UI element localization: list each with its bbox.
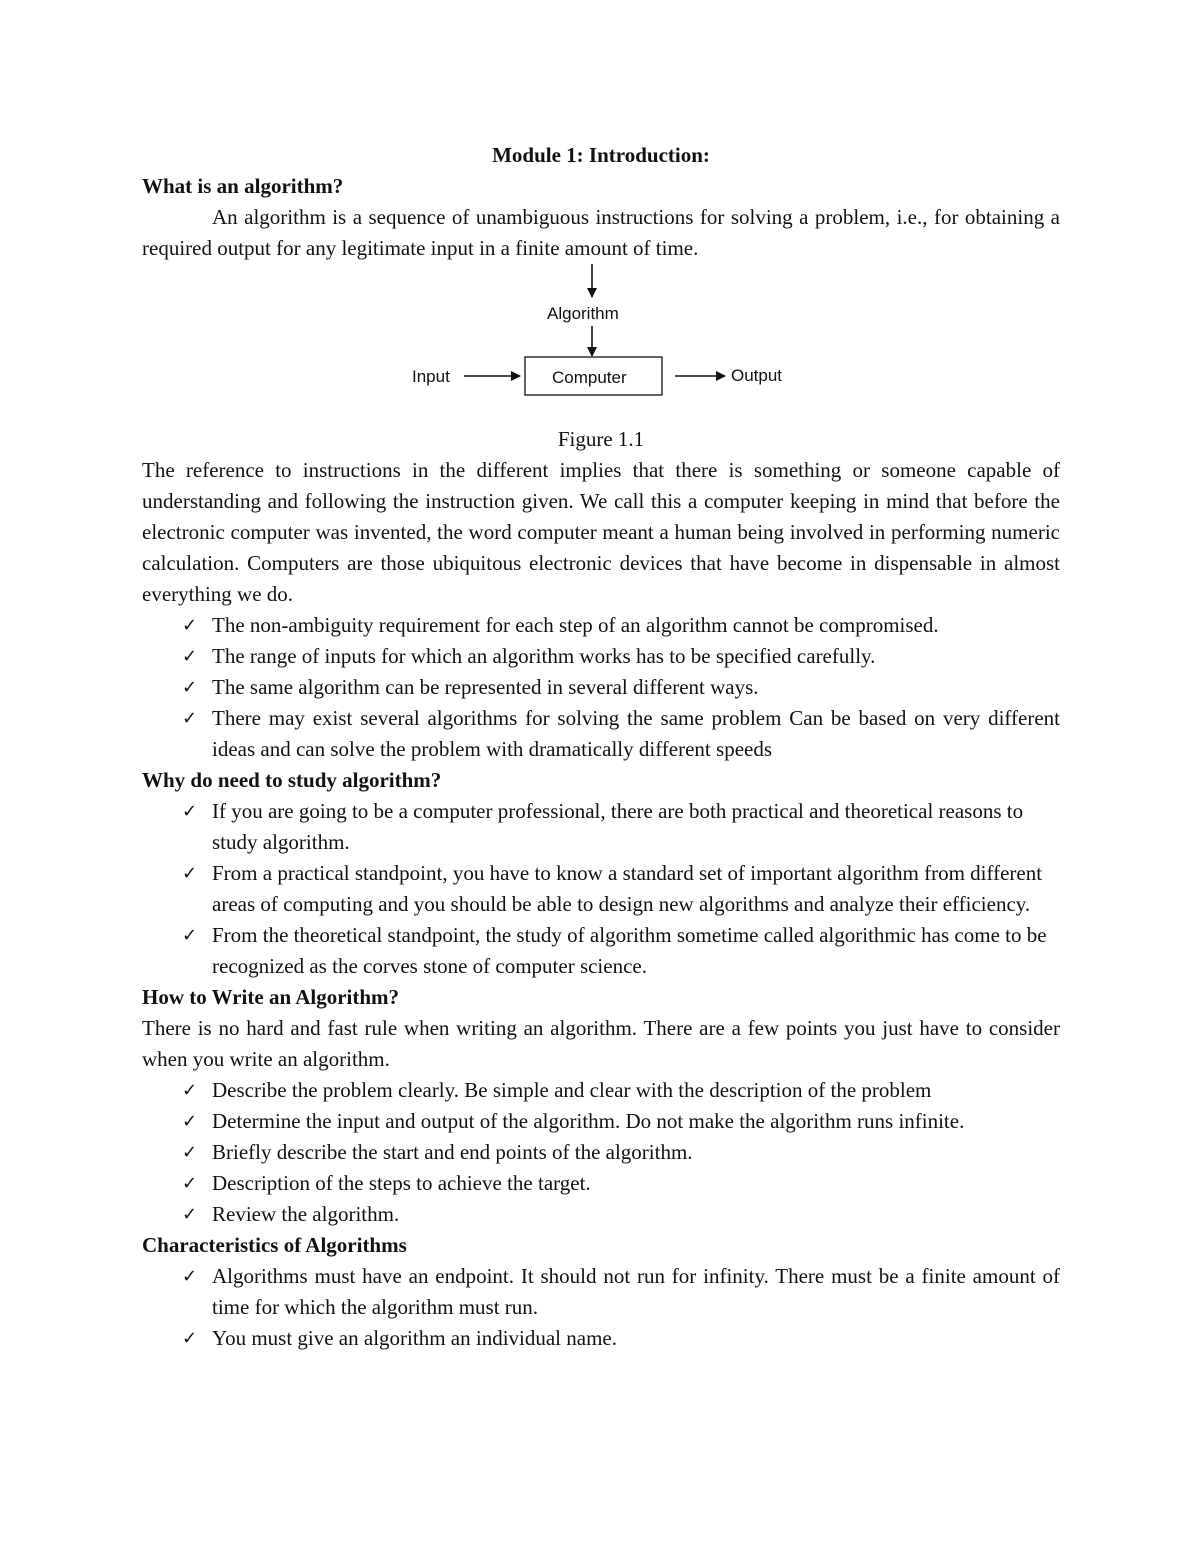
list-item: ✓ From a practical standpoint, you have to know a standard set of important algorithm from different areas of computing and you should be able to design new algorithms and analyze their efficiency.: [142, 858, 1060, 920]
list-item: ✓ Description of the steps to achieve the target.: [142, 1168, 1060, 1199]
algorithm-label: Algorithm: [547, 304, 619, 323]
check-icon: ✓: [182, 677, 198, 698]
input-label: Input: [412, 367, 450, 386]
check-icon: ✓: [182, 801, 198, 822]
list-item: ✓ The range of inputs for which an algorithm works has to be specified carefully.: [142, 641, 1060, 672]
check-icon: ✓: [182, 1204, 198, 1225]
list-item: ✓ You must give an algorithm an individual name.: [142, 1323, 1060, 1354]
algorithm-diagram: [142, 264, 1060, 424]
checklist-how-to-write: [142, 1075, 1060, 1230]
check-icon: ✓: [182, 1266, 198, 1287]
list-item: ✓ Review the algorithm.: [142, 1199, 1060, 1230]
checklist-algorithm-properties: [142, 610, 1060, 765]
heading-characteristics: Characteristics of Algorithms: [142, 1233, 407, 1257]
figure-algorithm-diagram: [142, 264, 1060, 424]
list-item: ✓ The same algorithm can be represented in several different ways.: [142, 672, 1060, 703]
computer-label: Computer: [552, 368, 627, 387]
list-item: ✓ From the theoretical standpoint, the study of algorithm sometime called algorithmic has come to be recognized as the corves stone of computer science.: [142, 920, 1060, 982]
list-item: ✓ Determine the input and output of the algorithm. Do not make the algorithm runs infinite.: [142, 1106, 1060, 1137]
check-icon: ✓: [182, 1142, 198, 1163]
check-icon: ✓: [182, 1173, 198, 1194]
paragraph-how-to-write: There is no hard and fast rule when writing an algorithm. There are a few points you just have to consider when you write an algorithm.: [142, 1016, 1060, 1071]
list-item: ✓ If you are going to be a computer professional, there are both practical and theoretical reasons to study algorithm.: [142, 796, 1060, 858]
definition-paragraph: An algorithm is a sequence of unambiguous instructions for solving a problem, i.e., for obtaining a required output for any legitimate input in a finite amount of time.: [142, 205, 1060, 260]
figure-caption: Figure 1.1: [557, 427, 645, 451]
list-item: ✓ Briefly describe the start and end points of the algorithm.: [142, 1137, 1060, 1168]
check-icon: ✓: [182, 615, 198, 636]
document-page: [142, 140, 1060, 1354]
checklist-why-study: [142, 796, 1060, 982]
output-label: Output: [731, 366, 783, 385]
heading-how-to-write: How to Write an Algorithm?: [142, 985, 400, 1009]
list-item: ✓ The non-ambiguity requirement for each step of an algorithm cannot be compromised.: [142, 610, 1060, 641]
check-icon: ✓: [182, 1328, 198, 1349]
list-item: ✓ Algorithms must have an endpoint. It should not run for infinity. There must be a finite amount of time for which the algorithm must run.: [142, 1261, 1060, 1323]
checklist-characteristics: [142, 1261, 1060, 1354]
paragraph-computer: The reference to instructions in the different implies that there is something or someone capable of understanding and following the instruction given. We call this a computer keeping in mind that before the electronic computer was invented, the word computer meant a human being involved in performing numeric calculation. Computers are those ubiquitous electronic devices that have become in dispensable in almost everything we do.: [142, 458, 1060, 606]
check-icon: ✓: [182, 925, 198, 946]
list-item: ✓ Describe the problem clearly. Be simple and clear with the description of the problem: [142, 1075, 1060, 1106]
list-item: ✓ There may exist several algorithms for solving the same problem Can be based on very different ideas and can solve the problem with dramatically different speeds: [142, 703, 1060, 765]
heading-why-study: Why do need to study algorithm?: [142, 768, 442, 792]
heading-what-is-algorithm: What is an algorithm?: [142, 174, 344, 198]
check-icon: ✓: [182, 708, 198, 729]
check-icon: ✓: [182, 1111, 198, 1132]
check-icon: ✓: [182, 646, 198, 667]
page-title: Module 1: Introduction:: [492, 143, 710, 167]
check-icon: ✓: [182, 1080, 198, 1101]
check-icon: ✓: [182, 863, 198, 884]
